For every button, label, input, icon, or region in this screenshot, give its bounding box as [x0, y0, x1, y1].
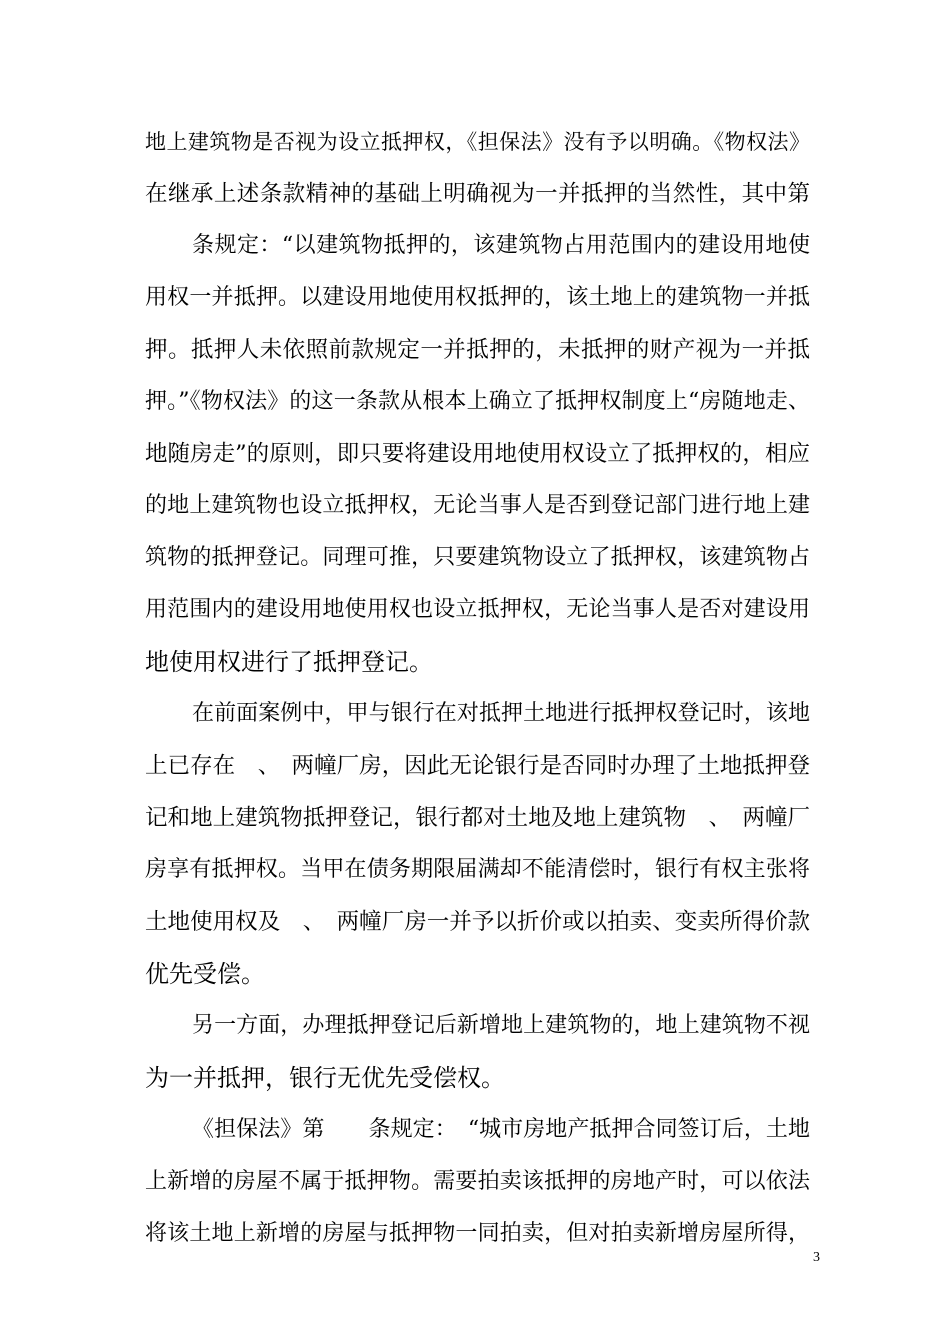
text-line-4: 用权一并抵押。以建设用地使用权抵押的，该土地上的建筑物一并抵: [145, 285, 810, 310]
text-line-15: 房享有抵押权。当甲在债务期限届满却不能清偿时，银行有权主张将: [145, 857, 810, 882]
text-line-18: 另一方面，办理抵押登记后新增地上建筑物的，地上建筑物不视: [192, 1013, 810, 1038]
text-line-3: 条规定：“以建筑物抵押的，该建筑物占用范围内的建设用地使: [192, 233, 810, 258]
text-line-21: 上新增的房屋不属于抵押物。需要拍卖该抵押的房地产时，可以依法: [145, 1169, 810, 1194]
text-line-17: 优先受偿。: [145, 960, 265, 988]
text-line-2: 在继承上述条款精神的基础上明确视为一并抵押的当然性，其中第: [145, 181, 810, 207]
text-line-1: 地上建筑物是否视为设立抵押权，《担保法》没有予以明确。《物权法》: [145, 130, 810, 154]
text-line-12: 在前面案例中，甲与银行在对抵押土地进行抵押权登记时，该地: [192, 701, 810, 726]
text-line-22: 将该土地上新增的房屋与抵押物一同拍卖，但对拍卖新增房屋所得，: [145, 1221, 810, 1246]
text-line-10: 用范围内的建设用地使用权也设立抵押权，无论当事人是否对建设用: [145, 597, 810, 622]
text-line-11: 地使用权进行了抵押登记。: [145, 648, 433, 676]
text-line-14: 记和地上建筑物抵押登记，银行都对土地及地上建筑物 、 两幢厂: [145, 805, 810, 831]
text-line-7: 地随房走”的原则，即只要将建设用地使用权设立了抵押权的，相应: [145, 441, 810, 467]
page-number: 3: [813, 1250, 820, 1265]
text-line-20: 《担保法》第 条规定： “城市房地产抵押合同签订后，土地: [192, 1117, 810, 1142]
text-line-13: 上已存在 、 两幢厂房，因此无论银行是否同时办理了土地抵押登: [145, 753, 810, 779]
text-line-16: 土地使用权及 、 两幢厂房一并予以折价或以拍卖、变卖所得价款: [145, 909, 810, 935]
text-line-5: 押。抵押人未依照前款规定一并抵押的，未抵押的财产视为一并抵: [145, 337, 810, 363]
text-line-6: 押。”《物权法》的这一条款从根本上确立了抵押权制度上“房随地走、: [145, 389, 810, 414]
text-line-8: 的地上建筑物也设立抵押权，无论当事人是否到登记部门进行地上建: [145, 493, 810, 518]
text-line-9: 筑物的抵押登记。同理可推，只要建筑物设立了抵押权，该建筑物占: [145, 545, 810, 570]
text-line-19: 为一并抵押，银行无优先受偿权。: [145, 1064, 505, 1092]
